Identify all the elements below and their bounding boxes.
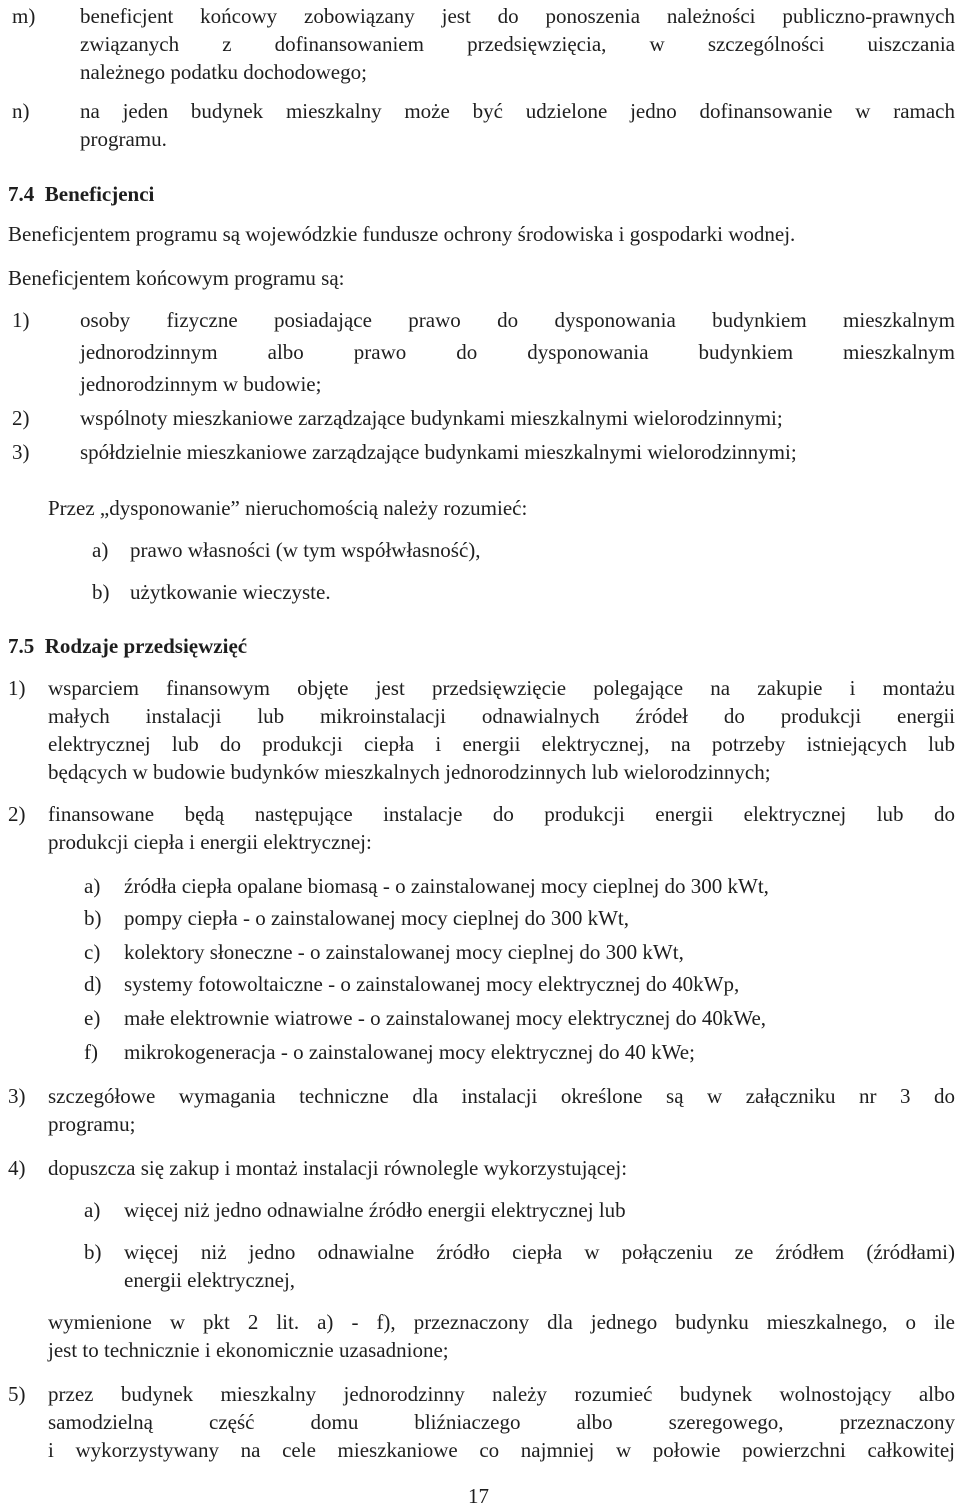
list-item-line: prawo własności (w tym współwłasność), [130, 538, 481, 562]
list-item-line: jest to technicznie i ekonomicznie uzasadnione; [48, 1338, 449, 1362]
list-label: c) [84, 940, 101, 964]
list-item-line: źródła ciepła opalane biomasą - o zainstalowanej mocy cieplnej do 300 kWt, [124, 874, 769, 898]
paragraph: Beneficjentem końcowym programu są: [8, 266, 345, 290]
list-item-line: programu; [48, 1112, 136, 1136]
section-heading-7-4: 7.4 Beneficjenci [8, 182, 155, 206]
list-item-line: kolektory słoneczne - o zainstalowanej mocy cieplnej do 300 kWt, [124, 940, 684, 964]
list-item-line: finansowane będą następujące instalacje do produkcji energii elektrycznej lub do [48, 802, 955, 826]
list-label: 4) [8, 1156, 26, 1180]
list-item-line: elektrycznej lub do produkcji ciepła i energii elektrycznej, na potrzeby istniejących lub [48, 732, 955, 756]
paragraph: Przez „dysponowanie” nieruchomością należy rozumieć: [48, 496, 528, 520]
list-label: 5) [8, 1382, 26, 1406]
list-item-line: więcej niż jedno odnawialne źródło energii elektrycznej lub [124, 1198, 626, 1222]
list-item-line: mikrokogeneracja - o zainstalowanej mocy elektrycznej do 40 kWe; [124, 1040, 695, 1064]
list-item-line: wsparciem finansowym objęte jest przedsięwzięcie polegające na zakupie i montażu [48, 676, 955, 700]
list-label: 3) [12, 440, 30, 464]
list-item-line: małych instalacji lub mikroinstalacji odnawialnych źródeł do produkcji energii [48, 704, 955, 728]
list-item-line: małe elektrownie wiatrowe - o zainstalowanej mocy elektrycznej do 40kWe, [124, 1006, 767, 1030]
list-item-line: więcej niż jedno odnawialne źródło ciepła w połączeniu ze źródłem (źródłami) [124, 1240, 955, 1264]
list-label: b) [84, 906, 102, 930]
list-label: 3) [8, 1084, 26, 1108]
list-item-line: wspólnoty mieszkaniowe zarządzające budynkami mieszkalnymi wielorodzinnymi; [80, 406, 783, 430]
list-label: b) [84, 1240, 102, 1264]
list-label: 1) [12, 308, 30, 332]
list-item-line: użytkowanie wieczyste. [130, 580, 331, 604]
list-item-line: samodzielną część domu bliźniaczego albo szeregowego, przeznaczony [48, 1410, 955, 1434]
list-item-line: szczegółowe wymagania techniczne dla instalacji określone są w załączniku nr 3 do [48, 1084, 955, 1108]
item-n-line: na jeden budynek mieszkalny może być udzielone jedno dofinansowanie w ramach [80, 99, 955, 123]
list-item-line: jednorodzinnym albo prawo do dysponowania budynkiem mieszkalnym [80, 340, 955, 364]
item-m-line: beneficjent końcowy zobowiązany jest do ponoszenia należności publiczno-prawnych [80, 4, 955, 28]
list-item-line: dopuszcza się zakup i montaż instalacji równolegle wykorzystującej: [48, 1156, 628, 1180]
item-label-m: m) [12, 4, 36, 28]
list-item-line: pompy ciepła - o zainstalowanej mocy cieplnej do 300 kWt, [124, 906, 630, 930]
list-label: d) [84, 972, 102, 996]
list-label: e) [84, 1006, 101, 1030]
list-item-line: osoby fizyczne posiadające prawo do dysponowania budynkiem mieszkalnym [80, 308, 955, 332]
paragraph: Beneficjentem programu są wojewódzkie fundusze ochrony środowiska i gospodarki wodnej. [8, 222, 796, 246]
section-heading-7-5: 7.5 Rodzaje przedsięwzięć [8, 634, 248, 658]
list-label: 2) [8, 802, 26, 826]
list-item-line: wymienione w pkt 2 lit. a) - f), przeznaczony dla jednego budynku mieszkalnego, o ile [48, 1310, 955, 1334]
list-item-line: systemy fotowoltaiczne - o zainstalowanej mocy elektrycznej do 40kWp, [124, 972, 740, 996]
list-item-line: przez budynek mieszkalny jednorodzinny należy rozumieć budynek wolnostojący albo [48, 1382, 955, 1406]
list-label: b) [92, 580, 110, 604]
list-item-line: jednorodzinnym w budowie; [80, 372, 322, 396]
item-m-line: związanych z dofinansowaniem przedsięwzięcia, w szczególności uiszczania [80, 32, 955, 56]
list-item-line: spółdzielnie mieszkaniowe zarządzające budynkami mieszkalnymi wielorodzinnymi; [80, 440, 797, 464]
list-label: a) [92, 538, 109, 562]
list-label: f) [84, 1040, 98, 1064]
list-label: 2) [12, 406, 30, 430]
list-item-line: i wykorzystywany na cele mieszkaniowe co najmniej w połowie powierzchni całkowitej [48, 1438, 955, 1462]
list-item-line: produkcji ciepła i energii elektrycznej: [48, 830, 372, 854]
item-label-n: n) [12, 99, 30, 123]
list-label: a) [84, 874, 101, 898]
list-label: a) [84, 1198, 101, 1222]
item-n-line: programu. [80, 127, 167, 151]
item-m-line: należnego podatku dochodowego; [80, 60, 367, 84]
page-number: 17 [468, 1484, 489, 1508]
list-item-line: energii elektrycznej, [124, 1268, 296, 1292]
list-item-line: będących w budowie budynków mieszkalnych jednorodzinnych lub wielorodzinnych; [48, 760, 771, 784]
list-label: 1) [8, 676, 26, 700]
